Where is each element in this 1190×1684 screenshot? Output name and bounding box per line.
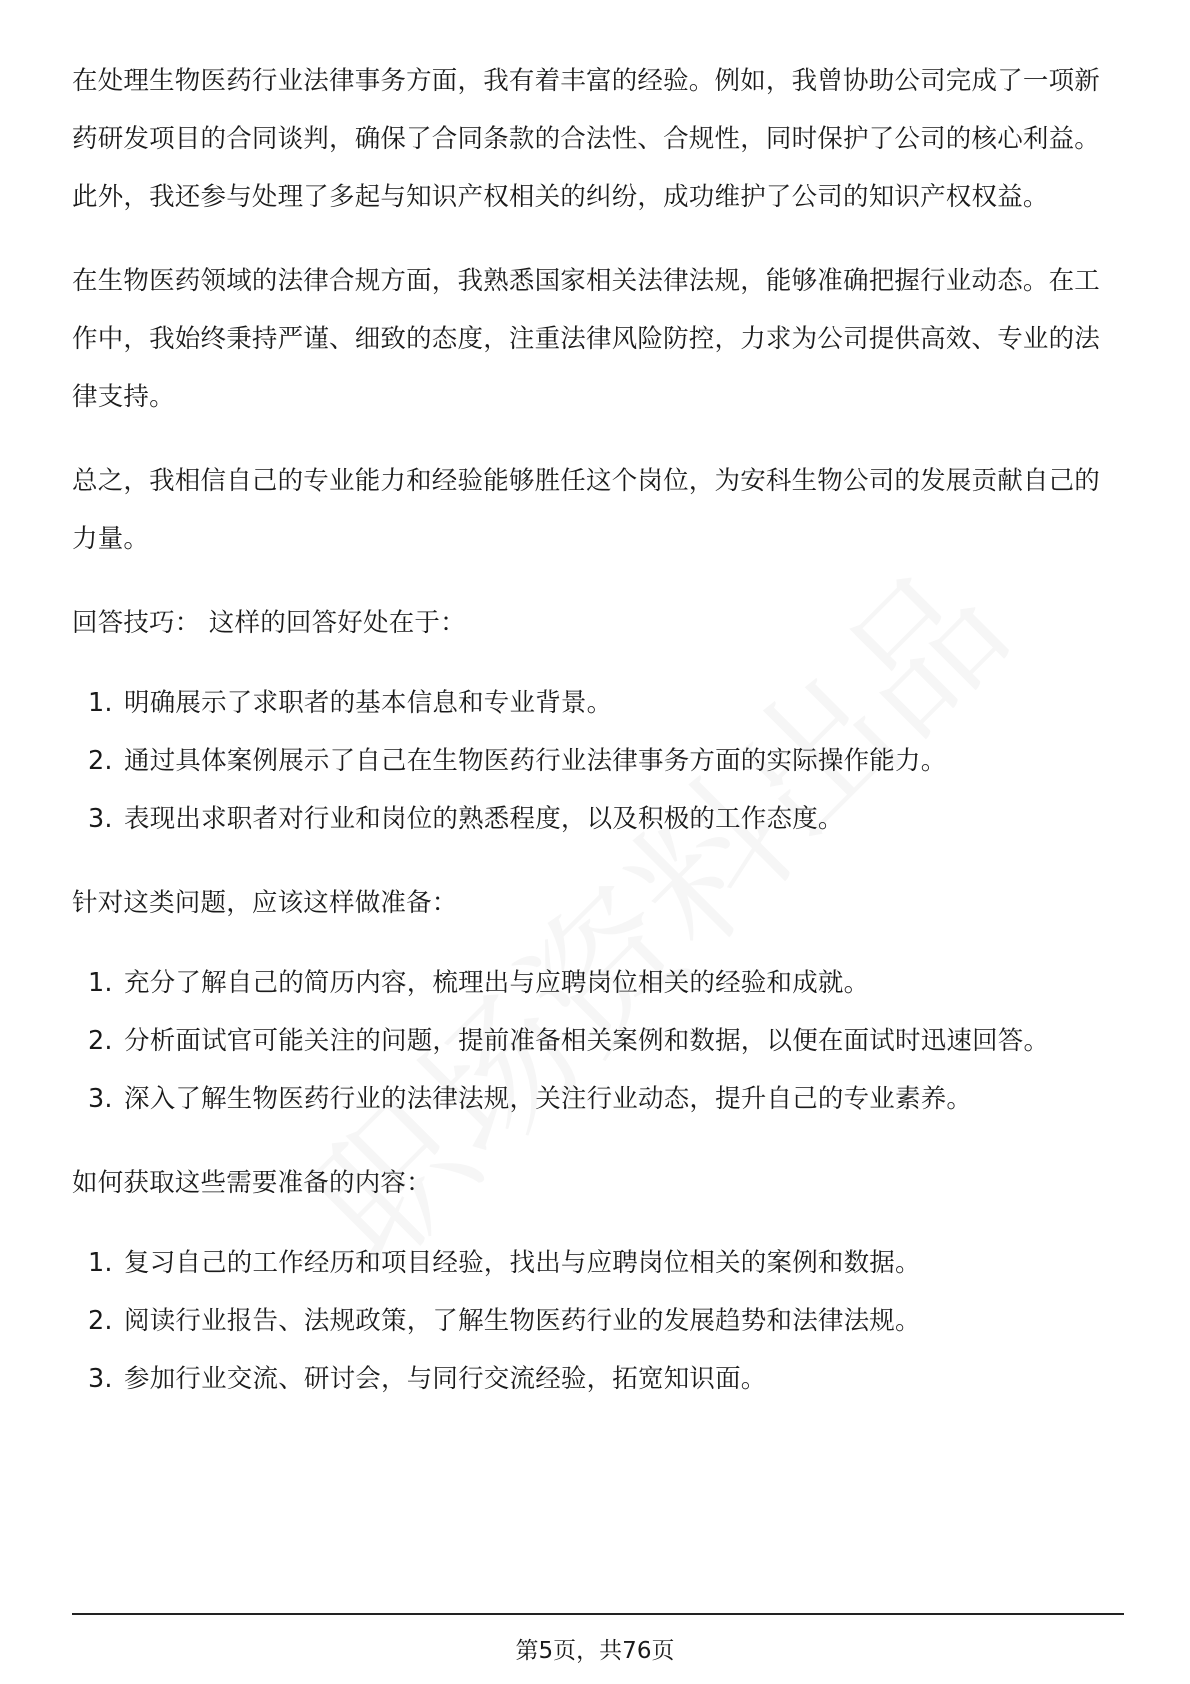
list-number: 3. (88, 1364, 113, 1394)
paragraph-compliance: 在生物医药领域的法律合规方面，我熟悉国家相关法律法规，能够准确把握行业动态。在工作中，我始终秉持严谨、细致的态度，注重法律风险防控，力求为公司提供高效、专业的法律支持。 (72, 266, 1101, 412)
list-text: 充分了解自己的简历内容，梳理出与应聘岗位相关的经验和成就。 (124, 968, 870, 998)
list-item (72, 674, 1124, 732)
tips-list (72, 674, 1124, 848)
list-text: 阅读行业报告、法规政策，了解生物医药行业的发展趋势和法律法规。 (124, 1306, 921, 1336)
list-number: 2. (88, 1306, 113, 1336)
footer-divider (72, 1613, 1124, 1615)
list-number: 3. (88, 804, 113, 834)
list-text: 明确展示了求职者的基本信息和专业背景。 (124, 688, 613, 718)
list-text: 复习自己的工作经历和项目经验，找出与应聘岗位相关的案例和数据。 (124, 1248, 921, 1278)
list-number: 1. (88, 968, 113, 998)
obtain-list (72, 1234, 1124, 1408)
paragraph-experience: 在处理生物医药行业法律事务方面，我有着丰富的经验。例如，我曾协助公司完成了一项新药研发项目的合同谈判，确保了合同条款的合法性、合规性，同时保护了公司的核心利益。此外，我还参与处理了多起与知识产权相关的纠纷，成功维护了公司的知识产权权益。 (72, 66, 1101, 212)
list-number: 1. (88, 688, 113, 718)
list-text: 分析面试官可能关注的问题，提前准备相关案例和数据，以便在面试时迅速回答。 (124, 1026, 1050, 1056)
page-number: 第5页，共76页 (515, 1638, 675, 1664)
list-item (72, 954, 1124, 1012)
list-text: 表现出求职者对行业和岗位的熟悉程度，以及积极的工作态度。 (124, 804, 844, 834)
list-number: 2. (88, 1026, 113, 1056)
list-item (72, 732, 1124, 790)
list-item (72, 790, 1124, 848)
list-text: 参加行业交流、研讨会，与同行交流经验，拓宽知识面。 (124, 1364, 767, 1394)
list-text: 通过具体案例展示了自己在生物医药行业法律事务方面的实际操作能力。 (124, 746, 947, 776)
document-body (72, 52, 1124, 1434)
obtain-heading: 如何获取这些需要准备的内容： (72, 1168, 432, 1198)
list-item (72, 1070, 1124, 1128)
list-number: 2. (88, 746, 113, 776)
paragraph-summary: 总之，我相信自己的专业能力和经验能够胜任这个岗位，为安科生物公司的发展贡献自己的力量。 (72, 466, 1101, 554)
list-item (72, 1292, 1124, 1350)
prepare-heading: 针对这类问题，应该这样做准备： (72, 888, 458, 918)
list-number: 1. (88, 1248, 113, 1278)
prepare-list (72, 954, 1124, 1128)
list-text: 深入了解生物医药行业的法律法规，关注行业动态，提升自己的专业素养。 (124, 1084, 973, 1114)
list-number: 3. (88, 1084, 113, 1114)
list-item (72, 1234, 1124, 1292)
list-item (72, 1350, 1124, 1408)
tips-heading: 回答技巧： 这样的回答好处在于： (72, 608, 466, 638)
list-item (72, 1012, 1124, 1070)
